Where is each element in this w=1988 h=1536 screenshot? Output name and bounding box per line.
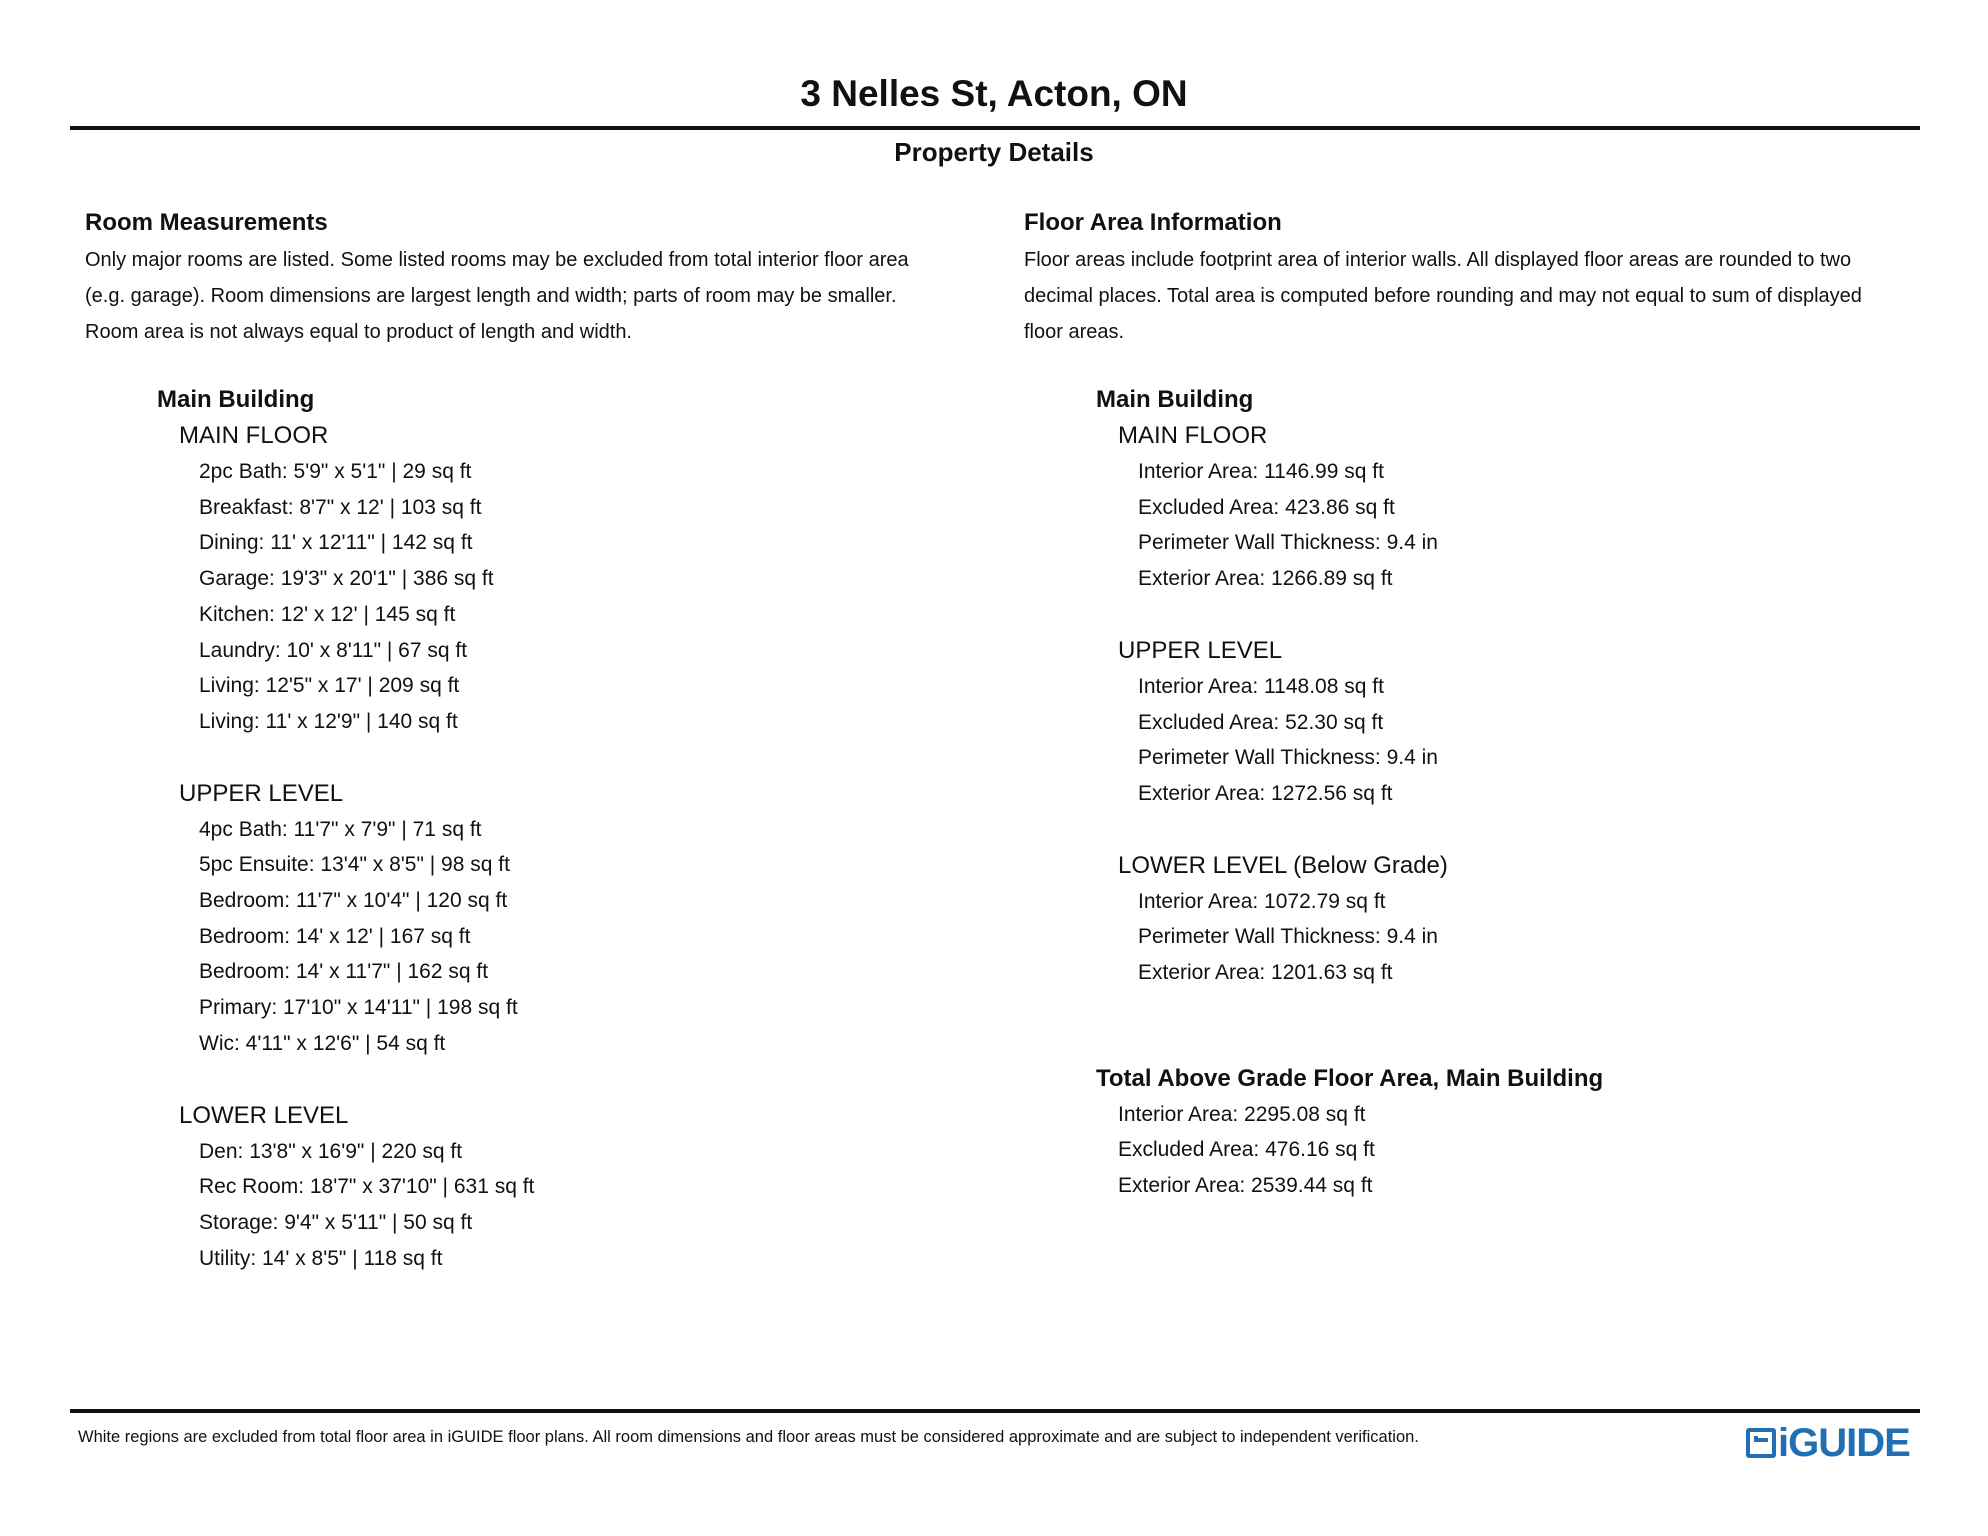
floor-name: MAIN FLOOR — [1118, 422, 1268, 449]
spacer — [1024, 812, 1954, 848]
page-subtitle: Property Details — [894, 137, 1094, 167]
room-row: Rec Room: 18'7" x 37'10" | 631 sq ft — [199, 1175, 535, 1199]
total-area-row: Interior Area: 2295.08 sq ft — [1118, 1102, 1366, 1126]
floor-name: LOWER LEVEL — [179, 1101, 349, 1129]
spacer — [85, 740, 985, 776]
room-row: Living: 12'5" x 17' | 209 sq ft — [199, 674, 460, 698]
page-title: 3 Nelles St, Acton, ON — [800, 73, 1188, 114]
room-row: 5pc Ensuite: 13'4" x 8'5" | 98 sq ft — [199, 853, 510, 877]
description-line: decimal places. Total area is computed before rounding and may not equal to sum of displayed — [1024, 285, 1862, 307]
area-row: Perimeter Wall Thickness: 9.4 in — [1138, 531, 1438, 555]
footer-divider — [70, 1409, 1920, 1413]
floor-name: MAIN FLOOR — [179, 422, 329, 449]
room-row: Bedroom: 11'7" x 10'4" | 120 sq ft — [199, 889, 508, 913]
iguide-logo — [1746, 1420, 1910, 1466]
total-area-row: Excluded Area: 476.16 sq ft — [1118, 1138, 1375, 1162]
header-divider — [70, 126, 1920, 130]
area-row: Exterior Area: 1266.89 sq ft — [1138, 567, 1393, 591]
total-area-row: Exterior Area: 2539.44 sq ft — [1118, 1174, 1373, 1198]
description-line: (e.g. garage). Room dimensions are largest length and width; parts of room may be smaller. — [85, 285, 897, 307]
spacer — [1024, 991, 1954, 1061]
room-row: Storage: 9'4" x 5'11" | 50 sq ft — [199, 1210, 473, 1234]
description-line: Only major rooms are listed. Some listed rooms may be excluded from total interior floor area — [85, 249, 909, 271]
description-line: Floor areas include footprint area of interior walls. All displayed floor areas are rounded to two — [1024, 249, 1852, 271]
area-row: Excluded Area: 423.86 sq ft — [1138, 495, 1395, 519]
spacer — [1024, 597, 1954, 633]
room-row: 2pc Bath: 5'9" x 5'1" | 29 sq ft — [199, 460, 472, 483]
floor-name: UPPER LEVEL — [179, 779, 344, 807]
area-row: Perimeter Wall Thickness: 9.4 in — [1138, 746, 1438, 770]
room-row: Garage: 19'3" x 20'1" | 386 sq ft — [199, 567, 494, 591]
floor-area-description — [1024, 242, 1954, 350]
description-line: floor areas. — [1024, 321, 1125, 343]
building-name: Main Building — [157, 386, 315, 413]
area-row: Interior Area: 1148.08 sq ft — [1138, 674, 1384, 698]
iguide-logo-icon — [1746, 1428, 1776, 1458]
iguide-logo-text: iGUIDE — [1778, 1421, 1910, 1465]
area-row: Exterior Area: 1201.63 sq ft — [1138, 961, 1393, 985]
room-measurements-description — [85, 242, 985, 350]
description-line: Room area is not always equal to product of length and width. — [85, 321, 632, 343]
footer-disclaimer: White regions are excluded from total floor area in iGUIDE floor plans. All room dimensions and floor areas must be considered approximate and are subject to independent verification. — [78, 1428, 1419, 1446]
room-row: Laundry: 10' x 8'11" | 67 sq ft — [199, 638, 468, 662]
area-row: Interior Area: 1146.99 sq ft — [1138, 460, 1384, 483]
room-row: Primary: 17'10" x 14'11" | 198 sq ft — [199, 996, 518, 1020]
floor-area-heading: Floor Area Information — [1024, 209, 1282, 236]
floor-area-section — [1024, 206, 1954, 1204]
area-row: Exterior Area: 1272.56 sq ft — [1138, 781, 1393, 805]
room-row: Den: 13'8" x 16'9" | 220 sq ft — [199, 1139, 463, 1163]
room-row: Wic: 4'11" x 12'6" | 54 sq ft — [199, 1031, 446, 1055]
room-row: Bedroom: 14' x 11'7" | 162 sq ft — [199, 960, 489, 984]
building-name: Main Building — [1096, 386, 1254, 413]
room-row: Breakfast: 8'7" x 12' | 103 sq ft — [199, 495, 482, 519]
room-measurements-section — [85, 206, 985, 1276]
floor-name: LOWER LEVEL (Below Grade) — [1118, 851, 1448, 879]
total-area-heading: Total Above Grade Floor Area, Main Building — [1096, 1064, 1604, 1092]
room-row: Bedroom: 14' x 12' | 167 sq ft — [199, 924, 471, 948]
area-row: Interior Area: 1072.79 sq ft — [1138, 889, 1386, 913]
room-row: Living: 11' x 12'9" | 140 sq ft — [199, 709, 458, 733]
floor-name: UPPER LEVEL — [1118, 636, 1283, 664]
room-measurements-heading: Room Measurements — [85, 209, 328, 236]
area-row: Excluded Area: 52.30 sq ft — [1138, 710, 1384, 734]
room-row: Dining: 11' x 12'11" | 142 sq ft — [199, 531, 473, 555]
area-row: Perimeter Wall Thickness: 9.4 in — [1138, 925, 1438, 949]
spacer — [85, 1062, 985, 1098]
room-row: Kitchen: 12' x 12' | 145 sq ft — [199, 602, 456, 626]
room-row: 4pc Bath: 11'7" x 7'9" | 71 sq ft — [199, 817, 482, 841]
room-row: Utility: 14' x 8'5" | 118 sq ft — [199, 1246, 443, 1270]
